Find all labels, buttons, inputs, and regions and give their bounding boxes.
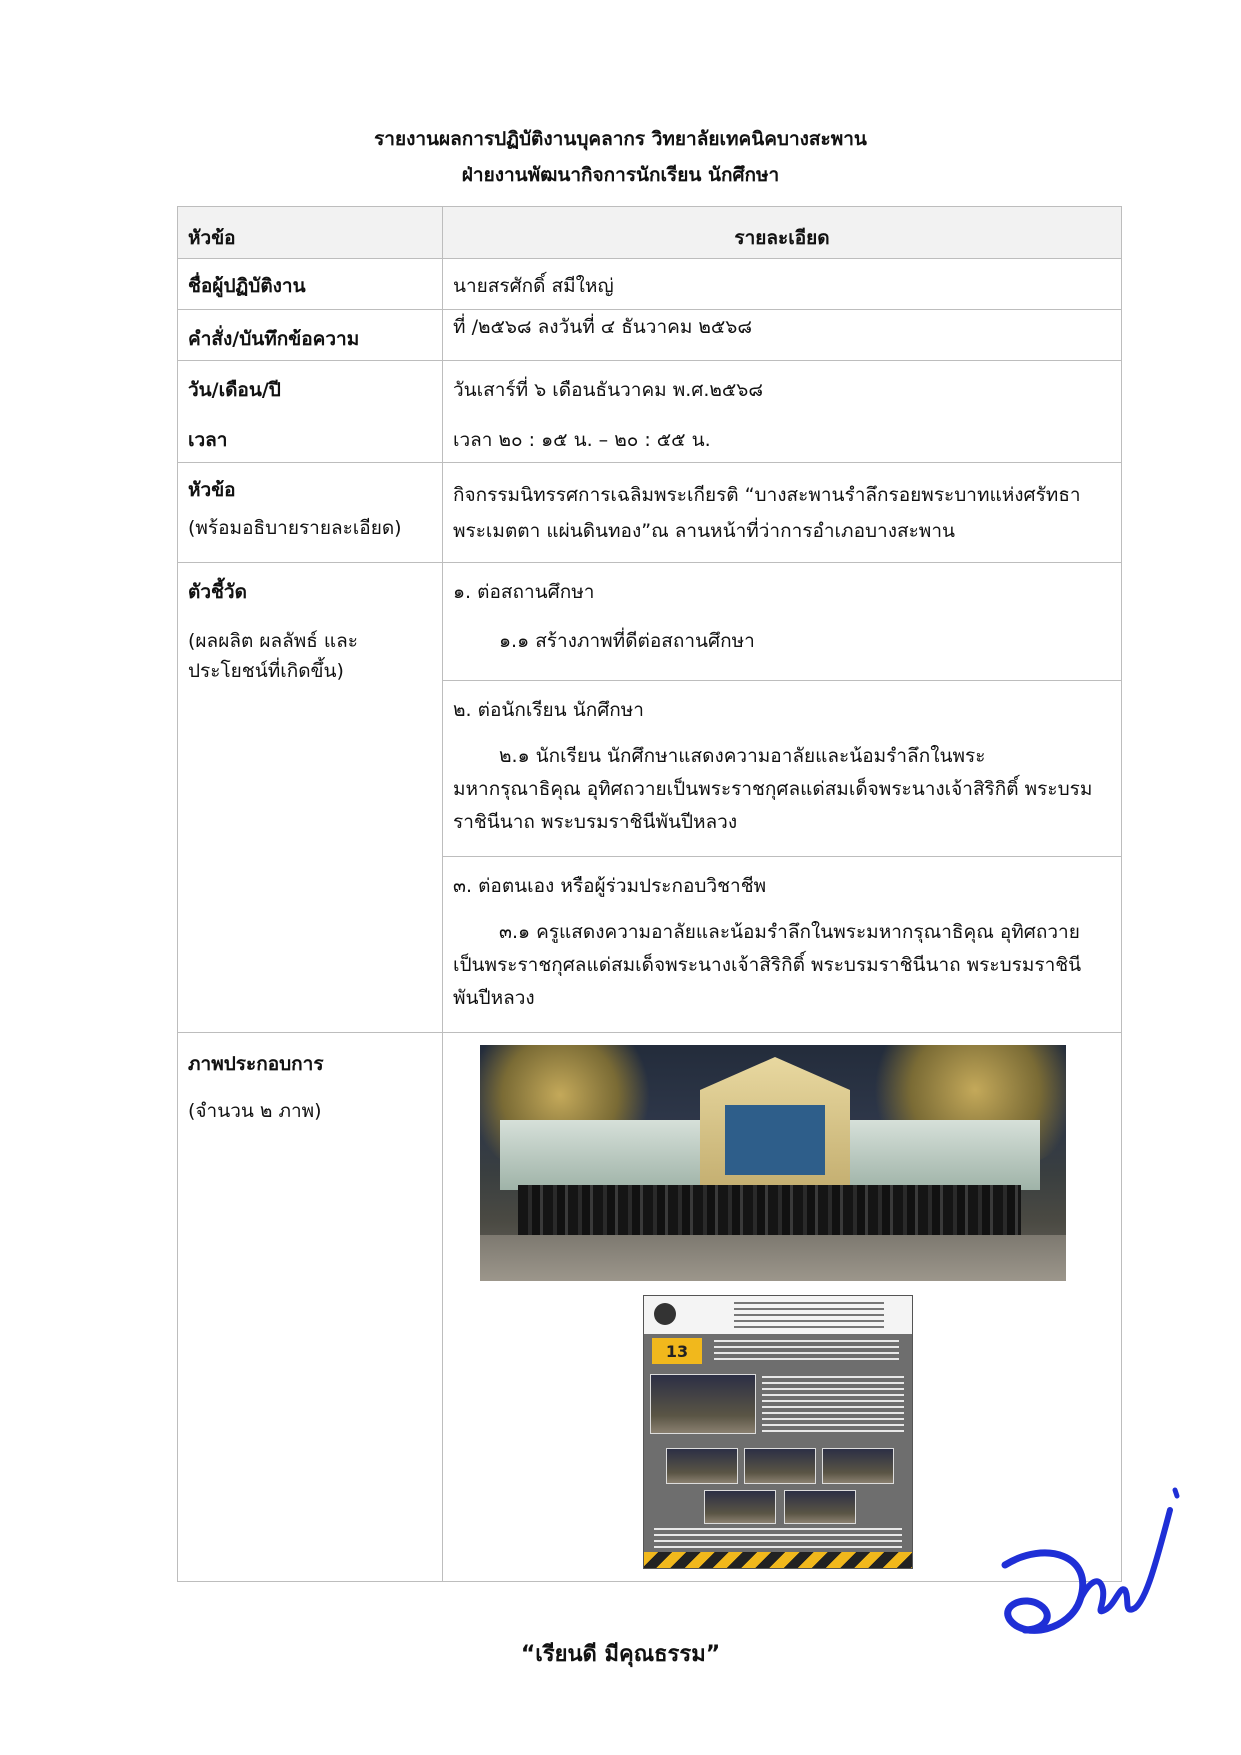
order-label: คำสั่ง/บันทึกข้อความ [178,310,443,361]
poster-footer-text [654,1528,902,1548]
poster-thumb [666,1448,738,1484]
indicator-3-detail: ๓.๑ ครูแสดงความอาลัยและน้อมรำลึกในพระมหากรุณาธิคุณ อุทิศถวายเป็นพระราชกุศลแด่สมเด็จพระนางเจ้าสิริกิติ์ พระบรมราชินีนาถ พระบรมราชินีพันปีหลวง [453,921,1082,1009]
poster-body-text [762,1376,904,1432]
header-topic: หัวข้อ [178,207,443,259]
photo-group-of-people [518,1185,1021,1235]
header-detail: รายละเอียด [443,207,1122,259]
table-row [178,563,1122,681]
poster-stripe [644,1552,912,1568]
date-time-label-cell [178,361,443,463]
date-time-value-cell [443,361,1122,463]
table-row [178,361,1122,463]
photos-label-cell [178,1033,443,1582]
indicator-3-title: ๓. ต่อตนเอง หรือผู้ร่วมประกอบวิชาชีพ [453,875,767,897]
date-label: วัน/เดือน/ปี [188,379,281,401]
indicator-3-cell [443,857,1122,1033]
photo-portrait-screen [725,1105,825,1175]
poster-main-photo [650,1374,756,1434]
photo-wall-right [840,1120,1040,1190]
poster-number-badge: 13 [652,1338,702,1364]
poster-header [644,1296,912,1334]
poster-thumb [744,1448,816,1484]
topic-sublabel: (พร้อมอธิบายรายละเอียด) [188,517,402,539]
indicators-sublabel: (ผลผลิต ผลลัพธ์ และประโยชน์ที่เกิดขึ้น) [188,630,359,682]
college-logo-icon [654,1303,676,1325]
table-row [178,1033,1122,1582]
date-value: วันเสาร์ที่ ๖ เดือนธันวาคม พ.ศ.๒๕๖๘ [453,379,764,401]
time-label: เวลา [188,429,228,451]
event-poster [643,1295,913,1569]
indicator-2-cell [443,681,1122,857]
event-photo [480,1045,1066,1281]
indicator-1-cell [443,563,1122,681]
photos-sublabel: (จำนวน ๒ ภาพ) [188,1100,322,1122]
report-title: รายงานผลการปฏิบัติงานบุคลากร วิทยาลัยเทคนิคบางสะพาน [374,128,867,150]
poster-thumb [784,1490,856,1524]
table-row [178,463,1122,563]
indicator-2-detail: ๒.๑ นักเรียน นักศึกษาแสดงความอาลัยและน้อมรำลึกในพระมหากรุณาธิคุณ อุทิศถวายเป็นพระราชกุศลแด่สมเด็จพระนางเจ้าสิริกิติ์ พระบรมราชินีนาถ พระบรมราชินีพันปีหลวง [453,745,1093,833]
table-header-row [178,207,1122,259]
poster-thumb [704,1490,776,1524]
performer-value: นายสรศักดิ์ สมีใหญ่ [443,259,1122,310]
poster-thumb [822,1448,894,1484]
indicator-1-detail: ๑.๑ สร้างภาพที่ดีต่อสถานศึกษา [499,630,755,652]
order-value: ที่ /๒๕๖๘ ลงวันที่ ๔ ธันวาคม ๒๕๖๘ [443,310,1122,361]
report-subtitle: ฝ่ายงานพัฒนากิจการนักเรียน นักศึกษา [461,164,780,186]
poster-header-text [734,1302,884,1328]
poster-intro-text [714,1340,899,1362]
topic-value: กิจกรรมนิทรรศการเฉลิมพระเกียรติ “บางสะพานรำลึกรอยพระบาทแห่งศรัทธา พระเมตตา แผ่นดินทอง”ณ ลานหน้าที่ว่าการอำเภอบางสะพาน [443,463,1122,563]
photo-wall-left [500,1120,710,1190]
table-row [178,259,1122,310]
report-table [177,206,1122,1582]
motto-footer: “เรียนดี มีคุณธรรม” [520,1642,721,1667]
photos-label: ภาพประกอบการ [188,1053,324,1075]
performer-label: ชื่อผู้ปฏิบัติงาน [178,259,443,310]
indicator-1-title: ๑. ต่อสถานศึกษา [453,581,595,603]
table-row [178,310,1122,361]
indicator-2-title: ๒. ต่อนักเรียน นักศึกษา [453,699,644,721]
indicators-label-cell [178,563,443,1033]
indicators-label: ตัวชี้วัด [188,581,247,603]
topic-label-cell [178,463,443,563]
topic-label: หัวข้อ [188,479,236,501]
photo-floor [480,1235,1066,1281]
time-value: เวลา ๒๐ : ๑๕ น. – ๒๐ : ๕๕ น. [453,429,711,451]
